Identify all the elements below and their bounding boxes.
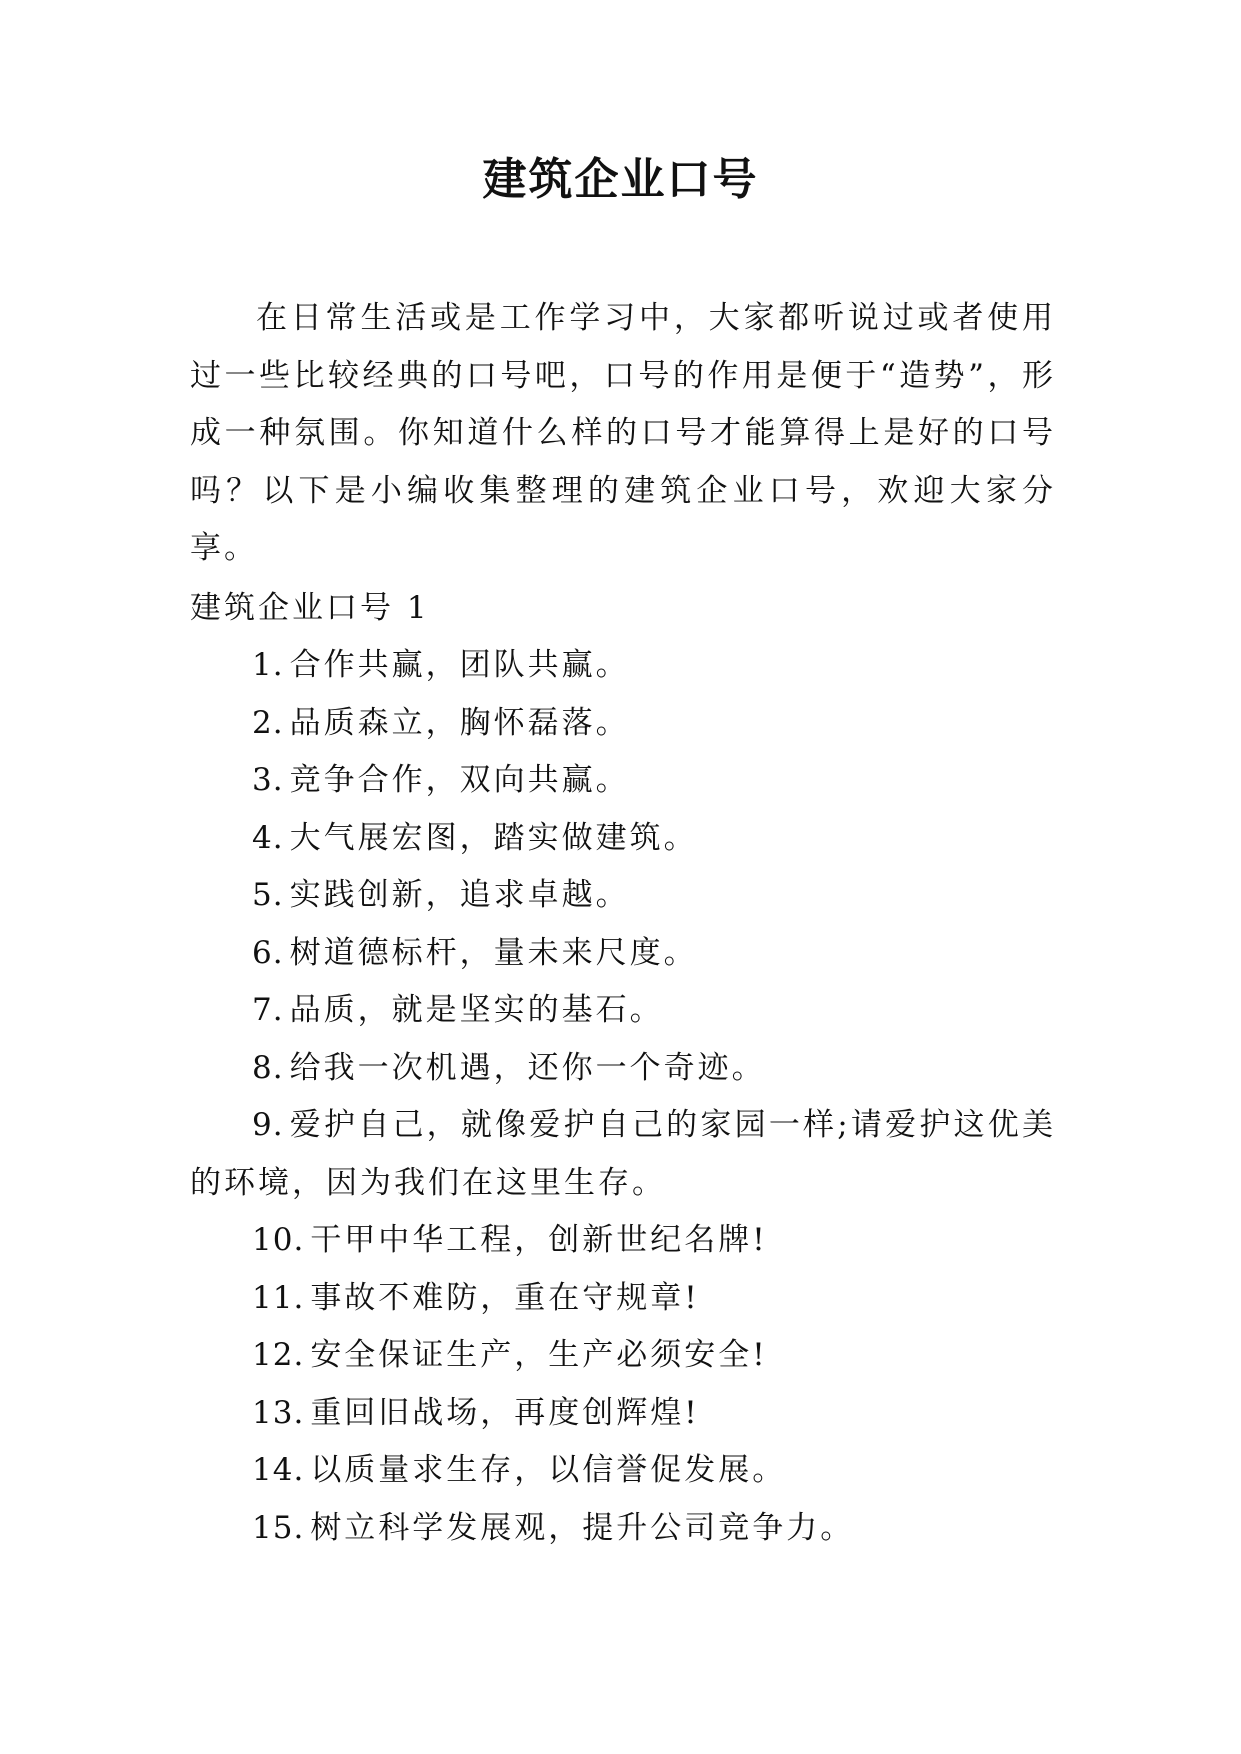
item-text: 事故不难防，重在守规章! [310, 1279, 700, 1316]
list-item [190, 1097, 1056, 1212]
item-number: 2. [252, 704, 284, 741]
item-text: 给我一次机遇，还你一个奇迹。 [289, 1049, 766, 1086]
list-item [190, 925, 1056, 983]
list-item [190, 637, 1056, 695]
intro-paragraph: 在日常生活或是工作学习中，大家都听说过或者使用过一些比较经典的口号吧，口号的作用是便于“造势”，形成一种氛围。你知道什么样的口号才能算得上是好的口号吗？以下是小编收集整理的建筑企业口号，欢迎大家分享。 [190, 300, 1056, 566]
item-text: 品质森立，胸怀磊落。 [289, 704, 630, 741]
item-number: 13. [252, 1394, 305, 1431]
list-item [190, 810, 1056, 868]
item-number: 5. [252, 877, 284, 913]
list-item [190, 695, 1056, 753]
list-item [190, 1212, 1056, 1270]
item-text: 以质量求生存，以信誉促发展。 [310, 1452, 787, 1488]
list-item [190, 1327, 1056, 1385]
section-heading: 建筑企业口号 1 [190, 590, 430, 626]
slogan-list [190, 637, 1056, 1557]
item-text: 竞争合作，双向共赢。 [289, 762, 630, 798]
list-item [190, 1270, 1056, 1328]
item-text: 树道德标杆，量未来尺度。 [289, 934, 698, 971]
item-number: 1. [252, 647, 284, 683]
list-item [190, 982, 1056, 1040]
item-number: 11. [252, 1279, 305, 1316]
document-title: 建筑企业口号 [482, 154, 759, 205]
item-text: 合作共赢，团队共赢。 [289, 647, 630, 683]
list-item [190, 867, 1056, 925]
item-text: 品质，就是坚实的基石。 [289, 992, 664, 1028]
item-number: 7. [252, 992, 284, 1028]
item-text: 干甲中华工程，创新世纪名牌! [310, 1222, 768, 1258]
list-item [190, 752, 1056, 810]
list-item [190, 1040, 1056, 1098]
list-item [190, 1500, 1056, 1558]
item-text: 安全保证生产，生产必须安全! [310, 1337, 768, 1373]
item-number: 8. [252, 1049, 284, 1086]
list-item [190, 1442, 1056, 1500]
item-number: 3. [252, 762, 284, 798]
list-item [190, 1385, 1056, 1443]
item-number: 9. [252, 1107, 284, 1143]
item-number: 10. [252, 1222, 305, 1258]
item-text: 实践创新，追求卓越。 [289, 877, 630, 913]
item-number: 15. [252, 1509, 305, 1546]
item-text: 大气展宏图，踏实做建筑。 [289, 819, 698, 856]
item-text: 重回旧战场，再度创辉煌! [310, 1394, 700, 1431]
item-number: 6. [252, 934, 284, 971]
item-number: 4. [252, 819, 284, 856]
item-number: 12. [252, 1337, 305, 1373]
item-number: 14. [252, 1452, 305, 1488]
item-text: 爱护自己，就像爱护自己的家园一样;请爱护这优美的环境，因为我们在这里生存。 [190, 1107, 1056, 1201]
item-text: 树立科学发展观，提升公司竞争力。 [310, 1509, 855, 1546]
